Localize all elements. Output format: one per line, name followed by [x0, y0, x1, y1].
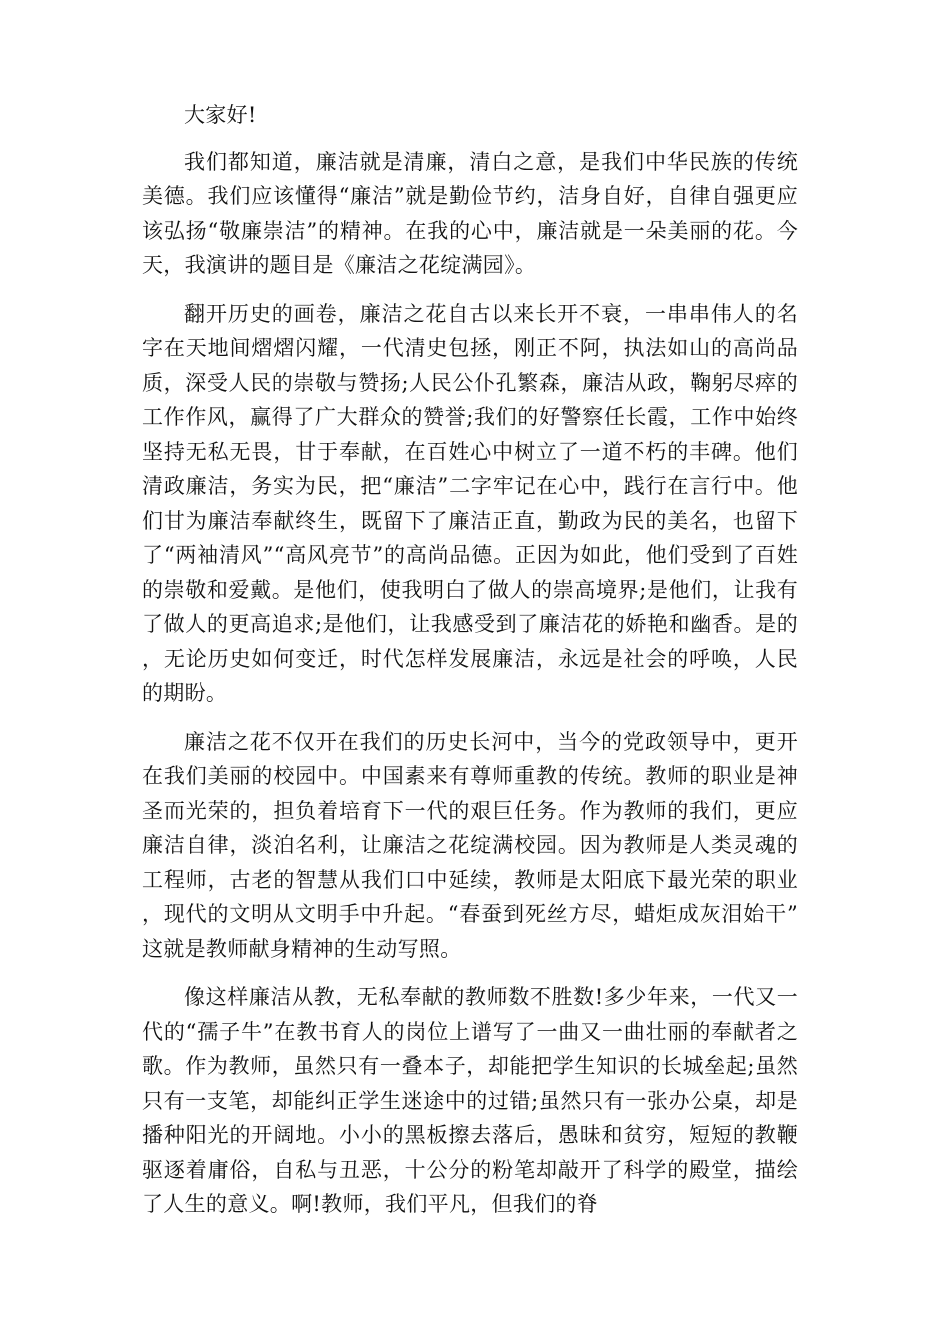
campus-paragraph: 廉洁之花不仅开在我们的历史长河中，当今的党政领导中，更开在我们美丽的校园中。中国素来有尊师重教的传统。教师的职业是神圣而光荣的，担负着培育下一代的艰巨任务。作为教师的我们，更应廉洁自律，淡泊名利，让廉洁之花绽满校园。因为教师是人类灵魂的工程师，古老的智慧从我们口中延续，教师是太阳底下最光荣的职业，现代的文明从文明手中升起。“春蚕到死丝方尽，蜡炬成灰泪始干”这就是教师献身精神的生动写照。 [142, 729, 798, 961]
intro-paragraph: 我们都知道，廉洁就是清廉，清白之意，是我们中华民族的传统美德。我们应该懂得“廉洁”就是勤俭节约，洁身自好，自律自强更应该弘扬“敬廉崇洁”的精神。在我的心中，廉洁就是一朵美丽的花。今天，我演讲的题目是《廉洁之花绽满园》。 [142, 149, 798, 277]
history-paragraph: 翻开历史的画卷，廉洁之花自古以来长开不衰，一串串伟人的名字在天地间熠熠闪耀，一代清史包拯，刚正不阿，执法如山的高尚品质，深受人民的崇敬与赞扬;人民公仆孔繁森，廉洁从政，鞠躬尽瘁的工作作风，赢得了广大群众的赞誉;我们的好警察任长霞，工作中始终坚持无私无畏，甘于奉献，在百姓心中树立了一道不朽的丰碑。他们清政廉洁，务实为民，把“廉洁”二字牢记在心中，践行在言行中。他们甘为廉洁奉献终生，既留下了廉洁正直，勤政为民的美名，也留下了“两袖清风”“高风亮节”的高尚品德。正因为如此，他们受到了百姓的崇敬和爱戴。是他们，使我明白了做人的崇高境界;是他们，让我有了做人的更高追求;是他们，让我感受到了廉洁花的娇艳和幽香。是的，无论历史如何变迁，时代怎样发展廉洁，永远是社会的呼唤，人民的期盼。 [142, 301, 798, 705]
teacher-dedication-paragraph: 像这样廉洁从教，无私奉献的教师数不胜数!多少年来，一代又一代的“孺子牛”在教书育人的岗位上谱写了一曲又一曲壮丽的奉献者之歌。作为教师，虽然只有一叠本子，却能把学生知识的长城垒起;虽然只有一支笔，却能纠正学生迷途中的过错;虽然只有一张办公桌，却是播种阳光的开阔地。小小的黑板擦去落后，愚昧和贫穷，短短的教鞭驱逐着庸俗，自私与丑恶，十公分的粉笔却敲开了科学的殿堂，描绘了人生的意义。啊!教师，我们平凡，但我们的脊 [142, 985, 798, 1216]
greeting-paragraph: 大家好! [184, 103, 257, 127]
speech-text-body [142, 98, 798, 1236]
